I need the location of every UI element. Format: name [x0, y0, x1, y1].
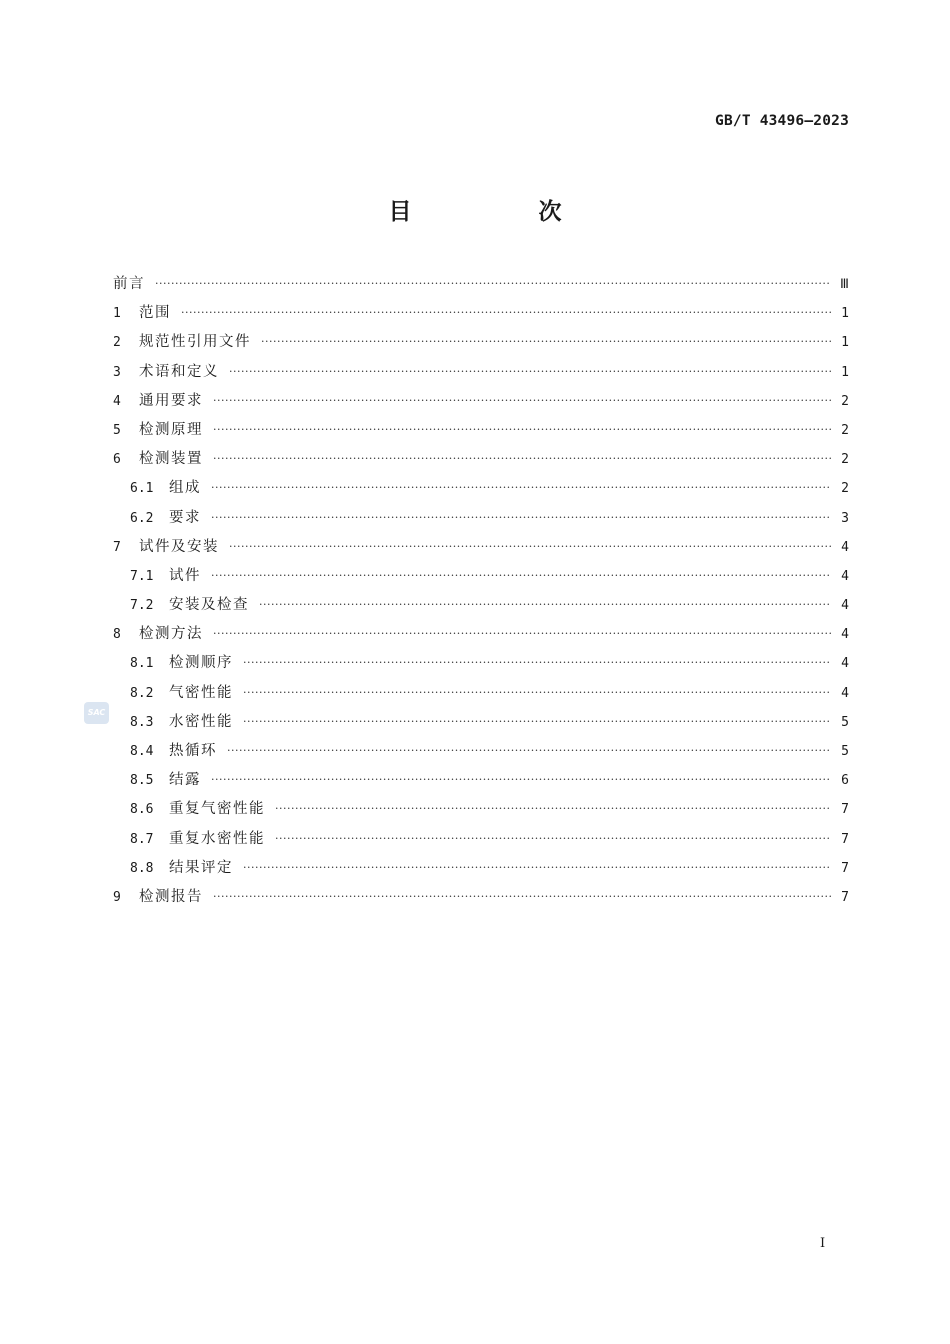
- toc-entry-title: 检测原理: [139, 421, 203, 438]
- toc-entry[interactable]: [113, 708, 849, 737]
- toc-entry-page: 4: [841, 568, 849, 584]
- toc-entry-number: 3: [113, 364, 121, 380]
- toc-entry-title: 安装及检查: [169, 597, 249, 614]
- toc-entry-number: 6.2: [130, 510, 154, 526]
- toc-entry-title: 规范性引用文件: [139, 334, 251, 351]
- toc-dot-leader: [213, 444, 831, 473]
- toc-entry[interactable]: [113, 737, 849, 766]
- toc-entry-number: 6: [113, 452, 121, 468]
- toc-entry-title: 试件及安装: [139, 538, 219, 555]
- toc-entry-page: 4: [841, 685, 849, 701]
- toc-entry[interactable]: [113, 358, 849, 387]
- page-title: 目 次: [388, 199, 614, 225]
- toc-dot-leader: [213, 386, 831, 415]
- toc-entry-title: 范围: [139, 305, 171, 322]
- sac-watermark-logo: SAC: [84, 702, 109, 724]
- toc-entry-title: 检测装置: [139, 451, 203, 468]
- toc-entry-title: 检测报告: [139, 888, 203, 905]
- toc-entry[interactable]: [113, 416, 849, 445]
- standard-number: GB/T 43496—2023: [715, 113, 849, 129]
- toc-entry-title: 结露: [169, 772, 201, 789]
- toc-entry-number: 8.2: [130, 685, 154, 701]
- toc-entry-title: 术语和定义: [139, 363, 219, 380]
- toc-entry-page: 2: [841, 452, 849, 468]
- toc-entry-title: 前言: [113, 276, 145, 292]
- toc-entry-number: 1: [113, 306, 121, 322]
- toc-entry[interactable]: [113, 649, 849, 678]
- toc-dot-leader: [211, 561, 831, 590]
- toc-entry[interactable]: [113, 795, 849, 824]
- toc-entry-title: 检测方法: [139, 626, 203, 643]
- toc-entry[interactable]: [113, 883, 849, 912]
- toc-entry-number: 8.1: [130, 656, 154, 672]
- toc-entry-title: 重复气密性能: [169, 801, 265, 818]
- toc-dot-leader: [229, 357, 831, 386]
- toc-entry-page: Ⅲ: [840, 277, 849, 292]
- toc-dot-leader: [275, 794, 831, 823]
- toc-entry-page: 6: [841, 773, 849, 789]
- toc-entry-title: 水密性能: [169, 713, 233, 730]
- table-of-contents: [113, 270, 849, 912]
- toc-dot-leader: [213, 619, 831, 648]
- toc-entry-title: 检测顺序: [169, 655, 233, 672]
- toc-dot-leader: [211, 503, 831, 532]
- toc-entry-page: 3: [841, 510, 849, 526]
- toc-dot-leader: [155, 269, 831, 298]
- toc-entry-number: 9: [113, 889, 121, 905]
- toc-entry[interactable]: [113, 533, 849, 562]
- toc-entry-number: 5: [113, 422, 121, 438]
- toc-dot-leader: [275, 824, 831, 853]
- toc-entry[interactable]: [113, 562, 849, 591]
- toc-entry-page: 4: [841, 539, 849, 555]
- toc-entry-page: 7: [841, 831, 849, 847]
- toc-entry-number: 8.7: [130, 831, 154, 847]
- toc-entry-page: 7: [841, 802, 849, 818]
- toc-entry[interactable]: [113, 270, 849, 299]
- toc-entry[interactable]: [113, 591, 849, 620]
- toc-entry-number: 4: [113, 393, 121, 409]
- toc-dot-leader: [227, 736, 831, 765]
- toc-entry-page: 4: [841, 598, 849, 614]
- toc-dot-leader: [243, 707, 831, 736]
- toc-entry[interactable]: [113, 328, 849, 357]
- toc-dot-leader: [261, 327, 831, 356]
- toc-entry[interactable]: [113, 474, 849, 503]
- toc-entry-title: 组成: [169, 480, 201, 497]
- toc-entry[interactable]: [113, 854, 849, 883]
- page-number: I: [820, 1236, 826, 1251]
- toc-entry[interactable]: [113, 766, 849, 795]
- toc-entry-title: 热循环: [169, 743, 217, 759]
- toc-entry-page: 1: [841, 364, 849, 380]
- toc-entry[interactable]: [113, 504, 849, 533]
- toc-entry-title: 气密性能: [169, 684, 233, 701]
- toc-entry-number: 7: [113, 539, 121, 555]
- toc-entry-page: 5: [841, 744, 849, 759]
- toc-entry-number: 7.1: [130, 568, 154, 584]
- toc-entry-page: 2: [841, 422, 849, 438]
- toc-entry-number: 6.1: [130, 481, 154, 497]
- toc-entry-page: 4: [841, 627, 849, 643]
- toc-dot-leader: [211, 473, 831, 502]
- toc-entry-page: 7: [841, 889, 849, 905]
- toc-entry-number: 8.3: [130, 714, 154, 730]
- toc-dot-leader: [211, 765, 831, 794]
- toc-dot-leader: [259, 590, 831, 619]
- toc-entry-title: 试件: [169, 567, 201, 584]
- toc-dot-leader: [229, 532, 831, 561]
- toc-entry-number: 8.6: [130, 802, 154, 818]
- toc-entry[interactable]: [113, 299, 849, 328]
- toc-dot-leader: [213, 415, 831, 444]
- toc-entry[interactable]: [113, 445, 849, 474]
- toc-dot-leader: [213, 882, 831, 911]
- toc-entry-title: 通用要求: [139, 392, 203, 409]
- toc-entry-number: 8.8: [130, 860, 154, 876]
- toc-entry-number: 8: [113, 627, 121, 643]
- toc-dot-leader: [181, 298, 831, 327]
- toc-entry-title: 要求: [169, 509, 201, 526]
- toc-entry-page: 7: [841, 860, 849, 876]
- toc-entry-page: 5: [841, 714, 849, 730]
- toc-dot-leader: [243, 648, 831, 677]
- toc-entry-page: 4: [841, 656, 849, 672]
- toc-dot-leader: [243, 853, 831, 882]
- toc-entry[interactable]: [113, 825, 849, 854]
- toc-entry[interactable]: [113, 620, 849, 649]
- toc-entry-page: 2: [841, 393, 849, 409]
- toc-entry-title: 结果评定: [169, 859, 233, 876]
- toc-entry-page: 1: [841, 306, 849, 322]
- toc-entry-number: 8.4: [130, 744, 154, 759]
- toc-entry-title: 重复水密性能: [169, 830, 265, 847]
- toc-entry-number: 2: [113, 335, 121, 351]
- toc-dot-leader: [243, 678, 831, 707]
- toc-entry-page: 1: [841, 335, 849, 351]
- toc-entry-number: 7.2: [130, 598, 154, 614]
- toc-entry[interactable]: [113, 387, 849, 416]
- toc-entry[interactable]: [113, 679, 849, 708]
- toc-entry-number: 8.5: [130, 773, 154, 789]
- toc-entry-page: 2: [841, 481, 849, 497]
